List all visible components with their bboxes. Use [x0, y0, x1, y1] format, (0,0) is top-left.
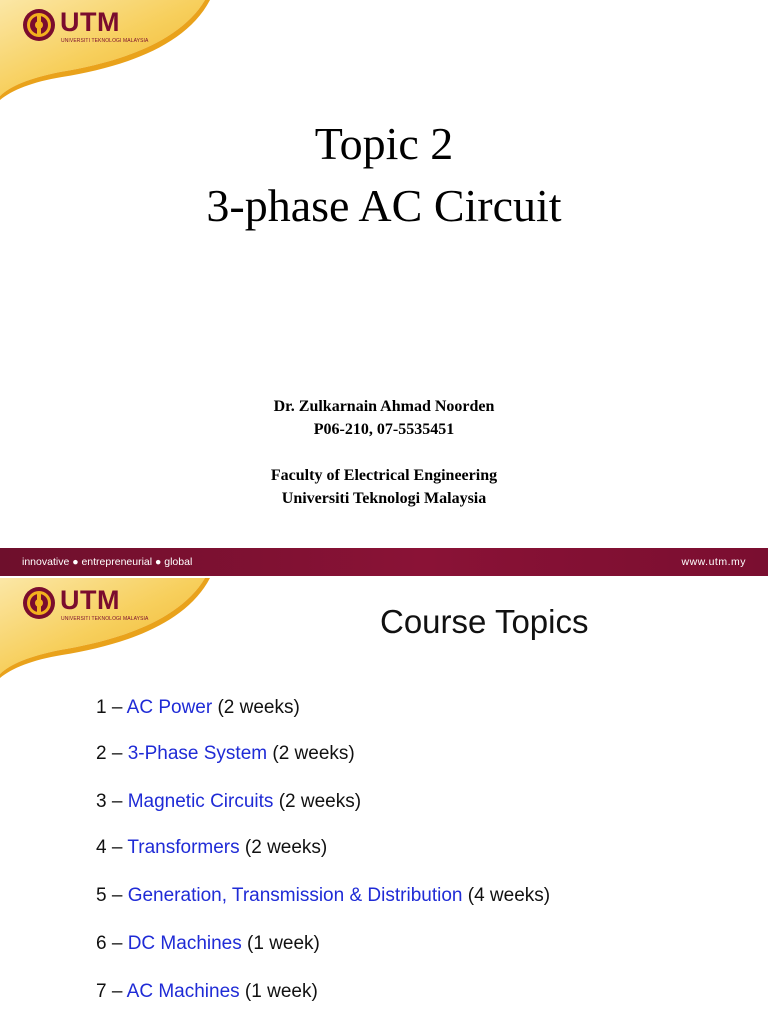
topic-item	[96, 980, 318, 1004]
topic-number: 7 –	[96, 981, 127, 1002]
course-topics-slide	[0, 578, 768, 1024]
university-name: Universiti Teknologi Malaysia	[281, 490, 487, 507]
topic-name: Transformers	[127, 837, 240, 858]
topic-number: 1 –	[96, 697, 127, 718]
topic-name: DC Machines	[127, 933, 242, 954]
topic-number: 3 –	[96, 791, 128, 812]
topic-item	[96, 932, 320, 956]
topic-item	[96, 696, 300, 720]
faculty-name: Faculty of Electrical Engineering	[270, 467, 498, 484]
topic-number: 5 –	[96, 885, 128, 906]
topic-name: Magnetic Circuits	[127, 791, 274, 812]
topic-number: 2 –	[96, 743, 128, 764]
utm-emblem-icon	[22, 8, 56, 42]
topic-name: Generation, Transmission & Distribution	[127, 885, 463, 906]
topic-number-title: Topic 2	[314, 118, 454, 169]
logo-wordmark: UTM	[60, 7, 120, 37]
topic-duration: (2 weeks)	[239, 837, 328, 858]
topic-item	[96, 742, 355, 766]
topic-duration: (2 weeks)	[212, 697, 300, 718]
author-contact: P06-210, 07-5535451	[313, 421, 455, 438]
course-topics-title: Course Topics	[380, 603, 589, 640]
topic-duration: (2 weeks)	[267, 743, 355, 764]
topic-duration: (2 weeks)	[273, 791, 362, 812]
topic-name: 3-Phase System	[127, 743, 268, 764]
footer-bar	[0, 548, 768, 576]
topic-duration: (1 week)	[239, 981, 318, 1002]
author-name: Dr. Zulkarnain Ahmad Noorden	[273, 398, 495, 415]
topic-item	[96, 790, 361, 814]
footer-url: www.utm.my	[681, 556, 746, 568]
topic-item	[96, 884, 550, 908]
footer-tagline: innovative ● entrepreneurial ● global	[22, 556, 193, 568]
topic-duration: (1 week)	[241, 933, 320, 954]
logo-subtitle: UNIVERSITI TEKNOLOGI MALAYSIA	[61, 616, 149, 622]
topic-name-title: 3-phase AC Circuit	[206, 180, 562, 231]
topic-duration: (4 weeks)	[462, 885, 551, 906]
logo-wordmark: UTM	[60, 585, 120, 615]
logo-subtitle: UNIVERSITI TEKNOLOGI MALAYSIA	[61, 38, 149, 44]
topic-item	[96, 836, 327, 860]
utm-emblem-icon	[22, 586, 56, 620]
topic-number: 6 –	[96, 933, 128, 954]
topic-name: AC Machines	[126, 981, 240, 1002]
topic-number: 4 –	[96, 837, 128, 858]
topic-name: AC Power	[126, 697, 213, 718]
